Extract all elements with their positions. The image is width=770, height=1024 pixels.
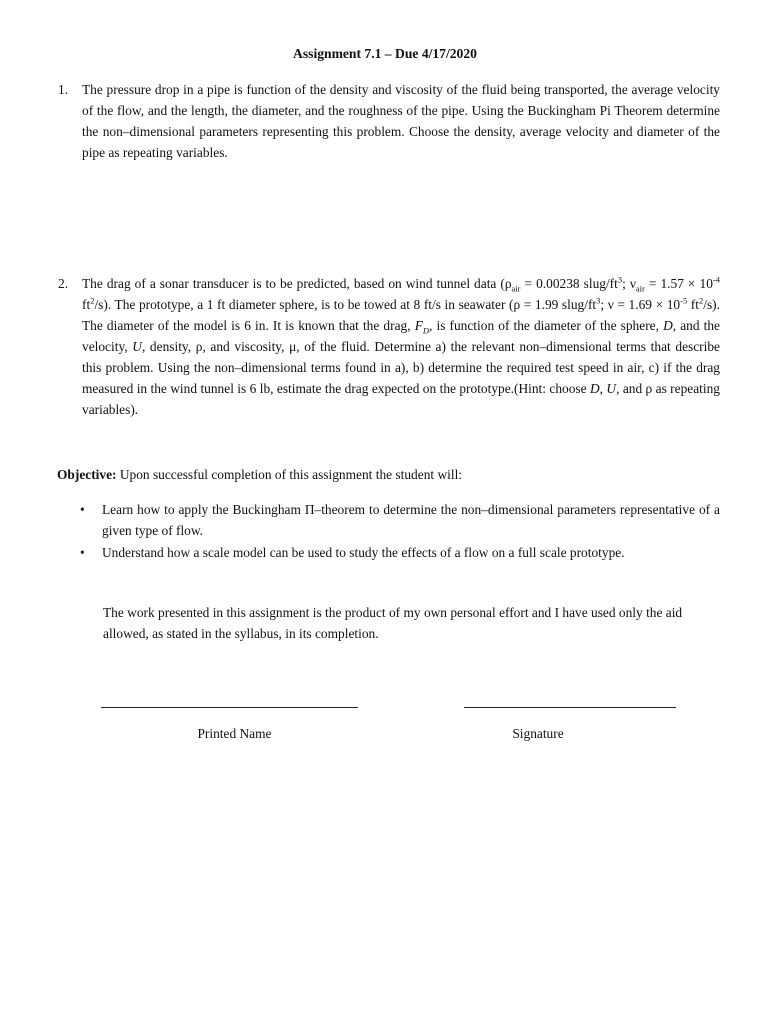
q2-text-part: , density, ρ, and viscosity, μ, of the fluid. Determine a) the relevant non–dimensional terms that describe this problem. Using the non–dimensional terms found in a), b) determine the required test speed in air, c) if the drag measured in the wind tunnel is 6 lb, estimate the drag expected on the prototype.(Hint: choose [82,339,720,396]
q2-text-part: , is function of the diameter of the sphere, [429,318,664,333]
objective-section [57,464,727,485]
list-item [80,542,720,563]
q2-superscript: 3 [596,295,601,306]
q2-text-part: , and ρ as repeating variables). [82,381,720,417]
q2-text-part: , [599,381,607,396]
objective-text: Upon successful completion of this assignment the student will: [116,467,463,482]
q2-superscript: -4 [712,274,720,285]
q2-superscript: 3 [617,274,623,285]
bullet-icon: • [80,502,85,517]
question-1 [58,79,720,163]
q2-italic-var: U [606,381,617,396]
q2-superscript: -5 [680,295,688,306]
q2-text-part: = 0.00238 slug/ft [520,276,618,291]
q2-text-part: ; ν [622,276,636,291]
q2-subscript: air [511,283,521,294]
q2-text-part: /s). The diameter of the model is 6 in. It is known that the drag, [82,297,720,333]
question-number: 2. [58,276,69,291]
objective-list [80,499,720,564]
q2-subscript: air [635,283,645,294]
q2-text-part: ft [82,297,91,312]
q2-text-part: , and the velocity, [82,318,720,354]
printed-name-line[interactable] [101,707,358,708]
q2-text-part: ft [687,297,699,312]
q2-text-part: ; ν = 1.69 × 10 [600,297,681,312]
q2-italic-var: D [589,381,600,396]
question-number: 1. [58,82,69,97]
q2-superscript: 2 [698,295,704,306]
q2-text-part: /s). The prototype, a 1 ft diameter sphere, is to be towed at 8 ft/s in seawater (ρ = 1.99 slug/ft [94,297,597,312]
objective-label: Objective: [57,467,117,482]
list-item [80,499,720,541]
q2-italic-var: U [132,339,142,354]
q2-text-part: = 1.57 × 10 [644,276,713,291]
q2-italic-var: F [414,318,423,333]
q2-italic-var: D [663,318,673,333]
q2-text-part: The drag of a sonar transducer is to be predicted, based on wind tunnel data (ρ [82,276,512,291]
q2-subscript: D [422,325,430,336]
bullet-icon: • [80,545,85,560]
printed-name-label: Printed Name [197,726,272,741]
question-text: The pressure drop in a pipe is function of the density and viscosity of the fluid being transported, the average velocity of the flow, and the length, the diameter, and the roughness of the pipe. Using the Buckingham Pi Theorem determine the non–dimensional parameters representing this problem. Choose the density, average velocity and diameter of the pipe as repeating variables. [82,82,720,160]
list-item-text: Understand how a scale model can be used to study the effects of a flow on a full scale prototype. [102,545,625,560]
signature-line[interactable] [464,707,676,708]
assignment-title: Assignment 7.1 – Due 4/17/2020 [293,46,477,61]
question-2 [58,273,720,420]
question-text [82,273,720,420]
signature-label: Signature [512,726,564,741]
list-item-text: Learn how to apply the Buckingham Π–theorem to determine the non–dimensional parameters representative of a given type of flow. [102,502,720,538]
q2-superscript: 2 [90,295,95,306]
honor-statement: The work presented in this assignment is the product of my own personal effort and I have used only the aid allowed, as stated in the syllabus, in its completion. [103,605,683,641]
